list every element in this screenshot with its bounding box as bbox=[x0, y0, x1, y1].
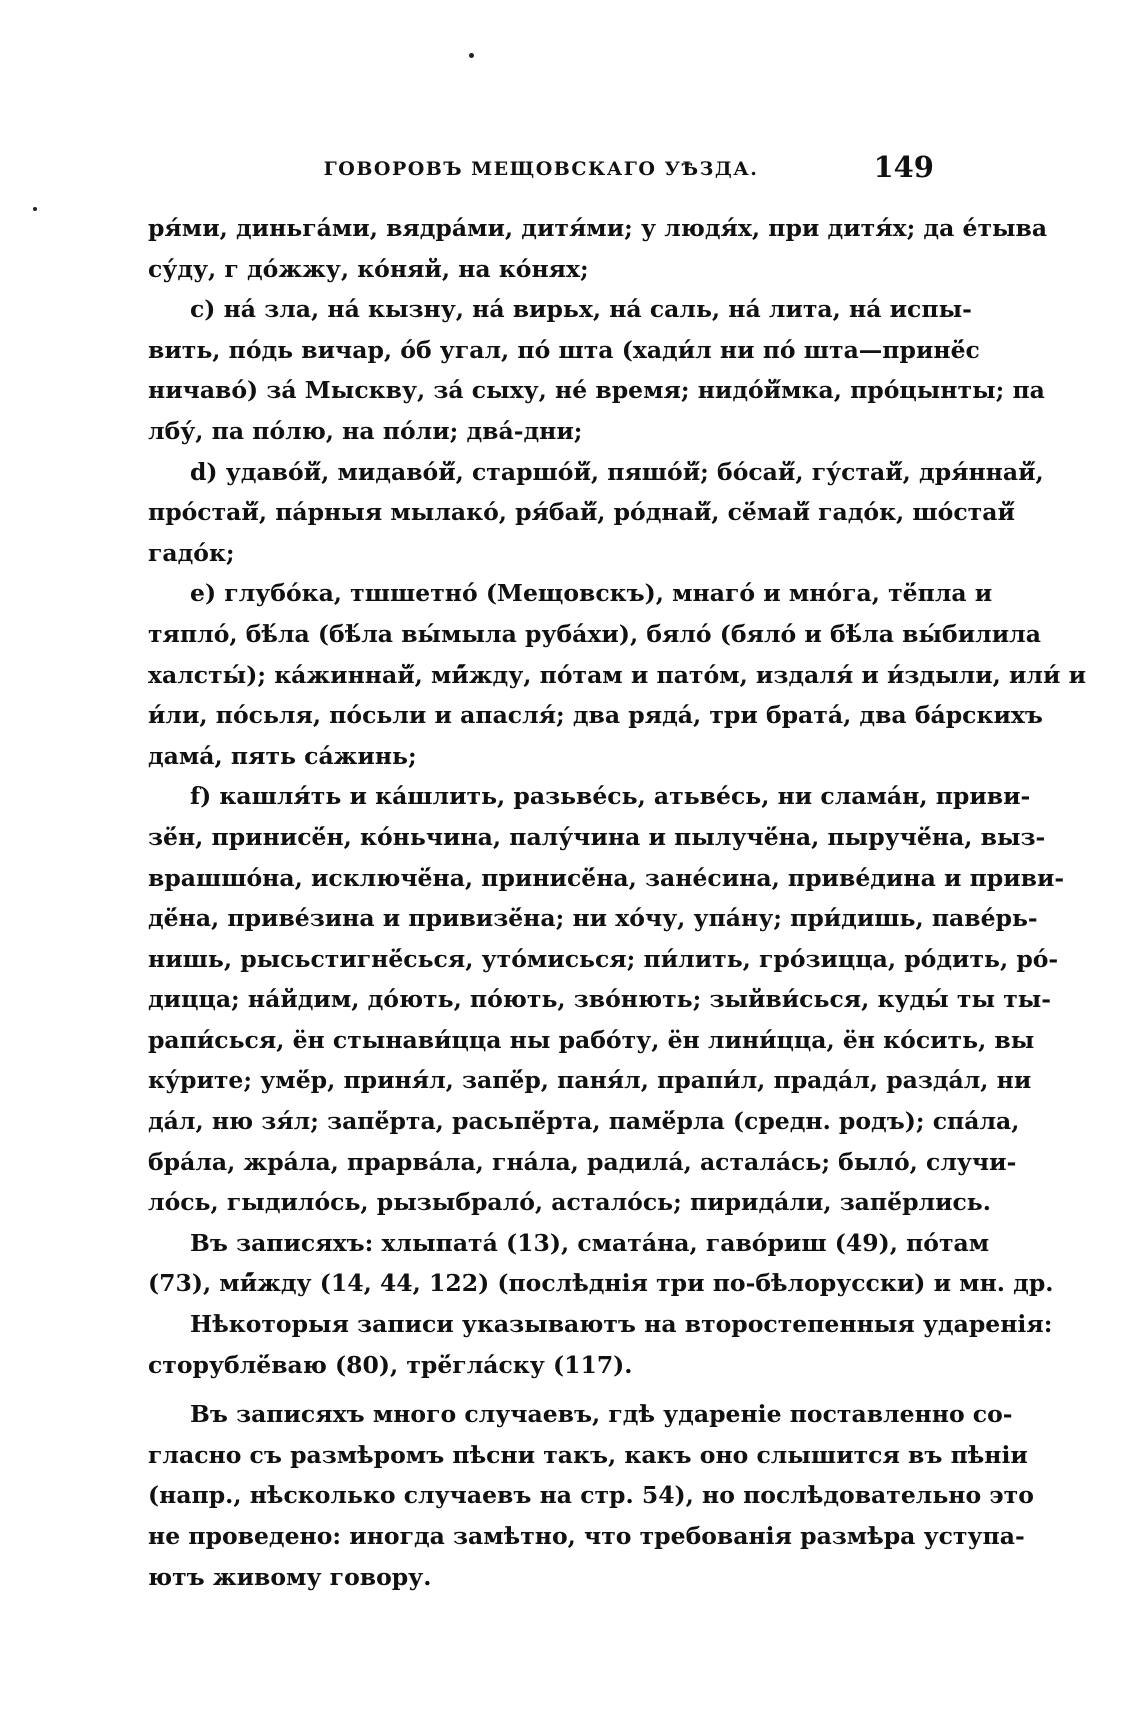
text-line: Въ записяхъ: хлыпата́ (13), смата́на, гаво́риш (49), по́там bbox=[190, 1228, 990, 1257]
text-line: вить, по́дь вичар, о́б угал, по́ шта (хади́л ни по́ шта—принё́с bbox=[148, 335, 980, 364]
print-speck bbox=[33, 207, 37, 211]
text-line: сторублё́ваю (80), трё́гла́ску (117). bbox=[148, 1350, 633, 1379]
text-line: ло́сь, гыдило́сь, рызыбрало́, астало́сь; пирида́ли, запё́рлись. bbox=[148, 1188, 991, 1217]
page-number: 149 bbox=[873, 150, 934, 184]
text-line: (напр., нѣсколько случаевъ на стр. 54), но послѣдовательно это bbox=[148, 1481, 1034, 1510]
running-head bbox=[148, 150, 934, 190]
text-line: про́стай̋, па́рныя мылако́, ря́бай̋, ро́днай̋, сё́май̋ гадо́к, шо́стай̋ bbox=[148, 498, 1015, 527]
text-line: гласно съ размѣромъ пѣсни такъ, какъ оно слышится въ пѣніи bbox=[148, 1440, 1028, 1469]
text-line: халсты́); ка́жиннай̋, ми́̋жду, по́там и пато́м, издаля́ и и́здыли, или́ и bbox=[148, 660, 1087, 689]
text-line: ничаво́) за́ Мыскву, за́ сыху, не́ время; нидо́й̋мка, про́цынты; па bbox=[148, 376, 1045, 405]
text-line: ря́ми, диньга́ми, вядра́ми, дитя́ми; у людя́х, при дитя́х; да е́тыва bbox=[148, 214, 1048, 242]
text-line: тяпло́, бѣ́ла (бѣ́ла вы́мыла руба́хи), бяло́ (бяло́ и бѣ́ла вы́билила bbox=[148, 619, 1041, 648]
text-line: (73), ми́̋жду (14, 44, 122) (послѣднія три по-бѣлорусски) и мн. др. bbox=[148, 1269, 1054, 1298]
text-line: дицца; на́йдим, до́ють, по́ють, зво́нють; зыйви́сься, куды́ ты ты- bbox=[148, 985, 1052, 1014]
text-line: зё́н, принисё́н, ко́ньчина, палу́чина и пылучё́на, пыручё́на, выз- bbox=[148, 822, 1046, 851]
text-line: бра́ла, жра́ла, прарва́ла, гна́ла, радила́, астала́сь; было́, случи- bbox=[148, 1147, 1017, 1176]
text-line: ку́рите; умё́р, приня́л, запё́р, паня́л, прапи́л, прада́л, разда́л, ни bbox=[148, 1066, 1032, 1095]
text-line: гадо́к; bbox=[148, 538, 235, 567]
text-line: нишь, рысьстигнё́сься, уто́мисься; пи́лить, гро́зицца, ро́дить, ро́- bbox=[148, 944, 1059, 973]
text-line: не проведено: иногда замѣтно, что требованія размѣра уступа- bbox=[148, 1522, 1025, 1550]
text-line: е) глубо́ка, тшшетно́ (Мещовскъ), мнаго́ и мно́га, тё́пла и bbox=[190, 579, 993, 608]
text-line: дама́, пять са́жинь; bbox=[148, 741, 417, 770]
text-line: да́л, ню зя́л; запё́рта, расьпё́рта, памё́рла (средн. родъ); спа́ла, bbox=[148, 1107, 1020, 1136]
body-text bbox=[148, 208, 1087, 1597]
text-line: рапи́сься, ён стынави́цца ны рабо́ту, ён лини́цца, ён ко́сить, вы bbox=[148, 1025, 1035, 1054]
text-line: Нѣкоторыя записи указываютъ на второстепенныя ударенія: bbox=[190, 1310, 1053, 1339]
text-line: лбу́, па по́лю, на по́ли; два́-дни; bbox=[148, 416, 583, 445]
running-title: ГОВОРОВЪ МЕЩОВСКАГО УѢЗДА. bbox=[323, 158, 759, 180]
text-line: Въ записяхъ много случаевъ, гдѣ удареніе поставленно со- bbox=[190, 1400, 1013, 1429]
text-line: су́ду, г до́жжу, ко́няй, на ко́нях; bbox=[148, 254, 589, 283]
text-line: врашшо́на, исключё́на, принисё́на, зане́сина, приве́дина и приви- bbox=[148, 863, 1065, 892]
text-line: ютъ живому говору. bbox=[148, 1562, 432, 1591]
text-line: d) удаво́й̋, мидаво́й̋, старшо́й̋, пяшо́й̋; бо́сай̋, гу́стай̋, дря́ннай̋, bbox=[190, 457, 1044, 486]
text-line: дё́на, приве́зина и привизё́на; ни хо́чу, упа́ну; при́дишь, паве́рь- bbox=[148, 904, 1038, 933]
text-line: с) на́ зла, на́ кызну, на́ вирьх, на́ саль, на́ лита, на́ испы- bbox=[190, 295, 972, 324]
text-line: и́ли, по́сьля, по́сьли и апасля́; два ряда́, три брата́, два ба́рскихъ bbox=[148, 701, 1043, 730]
print-speck bbox=[469, 53, 474, 58]
text-line: f) кашля́ть и ка́шлить, разьве́сь, атьве́сь, ни слама́н, приви- bbox=[190, 782, 1031, 811]
